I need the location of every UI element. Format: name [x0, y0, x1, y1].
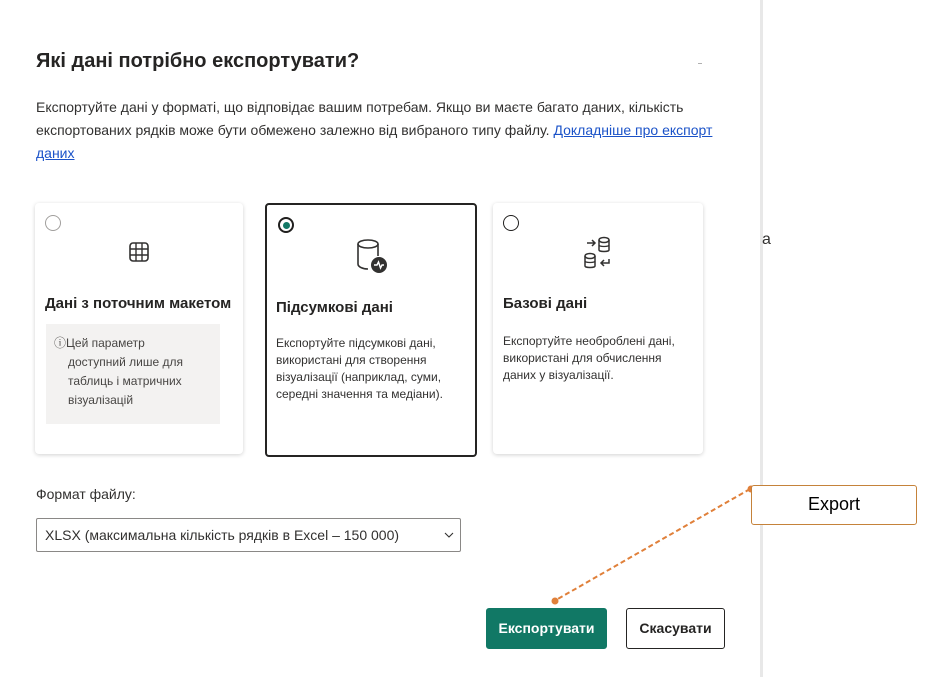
option-title: Дані з поточним макетом [45, 295, 232, 312]
export-button[interactable]: Експортувати [486, 608, 607, 649]
option-description: Експортуйте необроблені дані, використані для обчислення даних у візуалізації. [503, 334, 675, 382]
option-title: Підсумкові дані [276, 299, 393, 316]
export-callout: Export [751, 485, 917, 525]
option-title: Базові дані [503, 295, 588, 312]
info-icon: ⓘ [54, 336, 67, 350]
file-format-value: XLSX (максимальна кількість рядків в Excel – 150 000) [45, 527, 400, 543]
info-first-line: Цей параметр [66, 336, 145, 350]
learn-more-link[interactable]: Докладніше про експорт даних [36, 122, 713, 161]
description-text: Експортуйте дані у форматі, що відповідає вашим потребам. Якщо ви маєте багато даних, кількість експортованих рядків може бути обмежено залежно від вибраного типу файлу. [36, 99, 684, 138]
file-format-label: Формат файлу: [36, 486, 136, 502]
cancel-button[interactable]: Скасувати [626, 608, 725, 649]
option-description: Експортуйте підсумкові дані, використані для створення візуалізації (наприклад, суми, середні значення та медіани). [276, 336, 443, 401]
info-text: доступний лише для таблиць і матричних візуалізацій [68, 355, 184, 407]
background-text-fragment: a [762, 231, 771, 248]
dialog-title: Які дані потрібно експортувати? [36, 50, 360, 72]
